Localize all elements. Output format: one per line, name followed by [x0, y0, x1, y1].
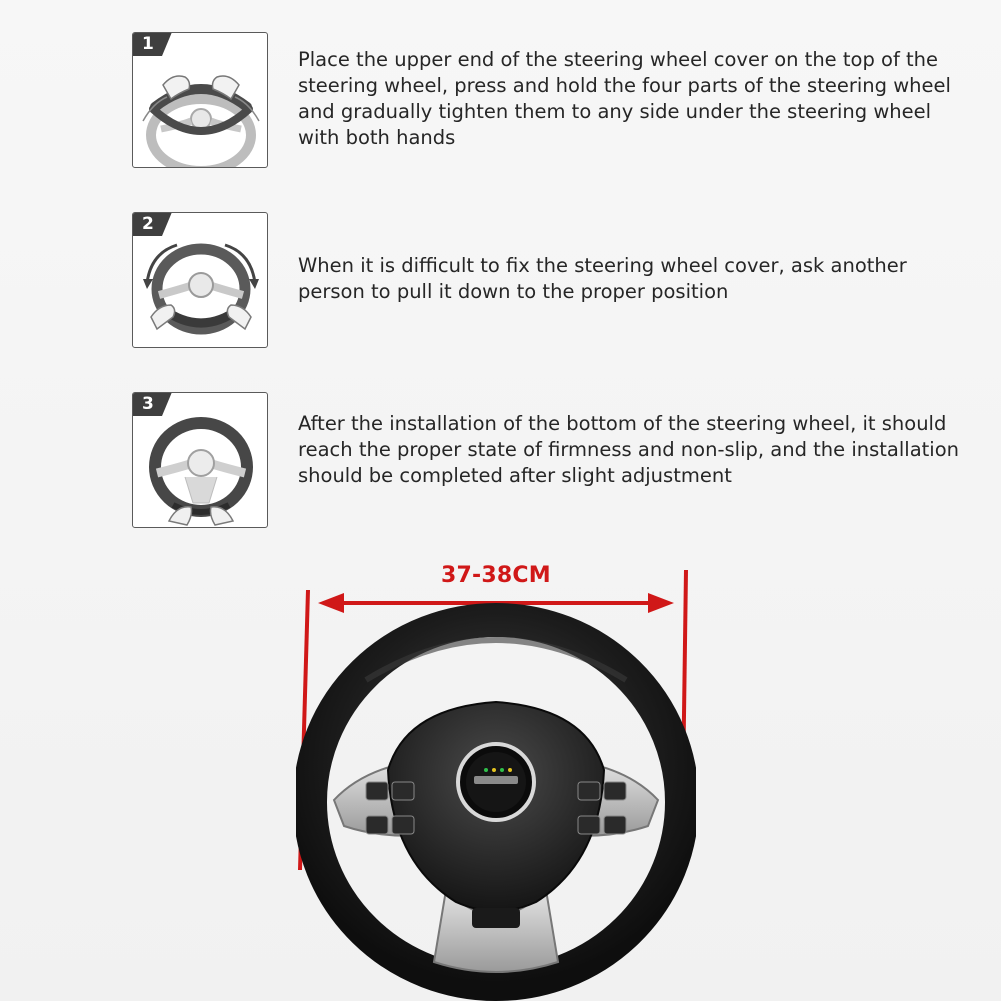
steering-wheel-photo: [296, 590, 696, 1001]
step-number: 2: [142, 214, 154, 234]
step-2-illustration: [132, 212, 268, 348]
step-number: 3: [142, 394, 154, 414]
step-3-illustration: [132, 392, 268, 528]
step-3: [132, 392, 972, 532]
step-1-illustration: [132, 32, 268, 168]
step-number: 1: [142, 34, 154, 54]
step-2: [132, 212, 972, 352]
step-1-text: Place the upper end of the steering wheel cover on the top of the steering wheel, press and hold the four parts of the steering wheel and gradually tighten them to any side under the steering wheel with both hands: [298, 48, 951, 149]
step-1: [132, 32, 972, 172]
step-2-text: When it is difficult to fix the steering wheel cover, ask another person to pull it down to the proper position: [298, 254, 907, 303]
dimension-label: 37-38CM: [441, 563, 551, 588]
step-3-text: After the installation of the bottom of the steering wheel, it should reach the proper state of firmness and non-slip, and the installation should be completed after slight adjustment: [298, 412, 960, 487]
